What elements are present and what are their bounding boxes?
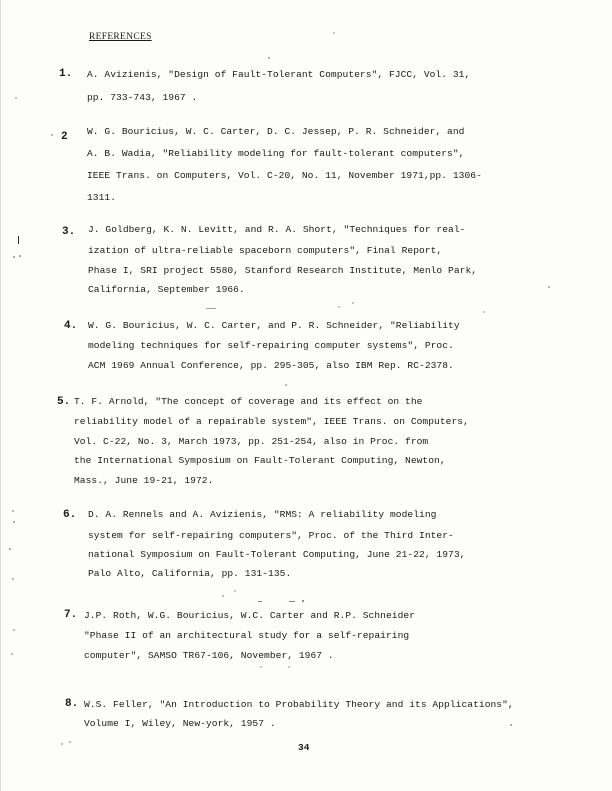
speck	[289, 601, 295, 602]
reference-line: computer", SAMSO TR67-106, November, 1967 .	[84, 650, 334, 661]
reference-number: 8.	[65, 698, 79, 710]
speck	[260, 666, 261, 667]
reference-line: reliability model of a repairable system", IEEE Trans. on Computers,	[74, 416, 469, 427]
reference-line: W. G. Bouricius, W. C. Carter, and P. R. Schneider, "Reliability	[88, 320, 460, 331]
reference-line: national Symposium on Fault-Tolerant Computing, June 21-22, 1973,	[88, 549, 466, 560]
speck	[234, 590, 235, 591]
reference-line: W.S. Feller, "An Introduction to Probability Theory and its Applications",	[84, 699, 514, 710]
reference-line: pp. 733-743, 1967 .	[87, 92, 198, 103]
speck	[548, 286, 550, 288]
reference-line: Palo Alto, California, pp. 131-135.	[88, 568, 292, 579]
speck	[13, 256, 15, 258]
speck	[9, 548, 11, 550]
speck	[288, 666, 289, 667]
speck	[13, 629, 14, 630]
reference-line: Volume I, Wiley, New-york, 1957 .	[84, 718, 276, 729]
reference-line: 1311.	[87, 192, 117, 203]
speck	[268, 57, 270, 59]
speck	[12, 510, 13, 511]
page-number: 34	[298, 742, 310, 753]
reference-number: 5.	[57, 396, 71, 408]
reference-line: A. B. Wadia, "Reliability modeling for fault-tolerant computers",	[87, 148, 465, 159]
speck	[12, 578, 13, 579]
reference-line: California, September 1966.	[88, 284, 245, 295]
reference-number: 3.	[62, 226, 76, 238]
speck	[11, 653, 12, 654]
reference-line: D. A. Rennels and A. Avizienis, "RMS: A reliability modeling	[88, 509, 437, 520]
speck	[302, 600, 304, 602]
reference-line: T. F. Arnold, "The concept of coverage and its effect on the	[74, 396, 423, 407]
reference-number: 4.	[64, 320, 78, 332]
reference-line: J. Goldberg, K. N. Levitt, and R. A. Short, "Techniques for real-	[88, 224, 466, 235]
reference-line: A. Avizienis, "Design of Fault-Tolerant Computers", FJCC, Vol. 31,	[87, 69, 471, 80]
reference-line: system for self-repairing computers", Proc. of the Third Inter-	[88, 530, 454, 541]
reference-line: ACM 1969 Annual Conference, pp. 295-305, also IBM Rep. RC-2378.	[88, 360, 454, 371]
reference-number: 1.	[59, 68, 73, 80]
reference-line: IEEE Trans. on Computers, Vol. C-20, No. 11, November 1971,pp. 1306-	[87, 170, 482, 181]
speck	[206, 308, 216, 309]
reference-number: 7.	[64, 609, 78, 621]
reference-number: 2	[61, 131, 68, 143]
speck	[510, 724, 512, 726]
reference-number: 6.	[63, 509, 77, 521]
speck	[483, 311, 484, 312]
page-edge	[0, 0, 1, 791]
speck	[222, 595, 224, 597]
speck	[19, 255, 21, 257]
reference-line: W. G. Bouricius, W. C. Carter, D. C. Jessep, P. R. Schneider, and	[87, 126, 465, 137]
reference-line: ization of ultra-reliable spaceborn computers", Final Report,	[88, 245, 443, 256]
speck	[338, 306, 339, 307]
speck	[69, 741, 70, 742]
reference-line: Mass., June 19-21, 1972.	[74, 475, 214, 486]
speck	[258, 601, 262, 602]
reference-line: modeling techniques for self-repairing computer systems", Proc.	[88, 340, 454, 351]
reference-line: Phase I, SRI project 5580, Stanford Research Institute, Menlo Park,	[88, 265, 478, 276]
speck	[61, 743, 62, 744]
speck	[285, 384, 287, 386]
speck	[15, 97, 16, 98]
reference-line: Vol. C-22, No. 3, March 1973, pp. 251-254, also in Proc. from	[74, 436, 429, 447]
speck	[51, 134, 52, 135]
speck	[352, 302, 353, 303]
speck	[18, 236, 19, 244]
speck	[13, 521, 15, 523]
reference-line: "Phase II of an architectural study for a self-repairing	[84, 630, 410, 641]
reference-line: J.P. Roth, W.G. Bouricius, W.C. Carter and R.P. Schneider	[84, 610, 416, 621]
references-heading: REFERENCES	[89, 32, 152, 42]
speck	[333, 32, 334, 33]
reference-line: the International Symposium on Fault-Tolerant Computing, Newton,	[74, 455, 446, 466]
